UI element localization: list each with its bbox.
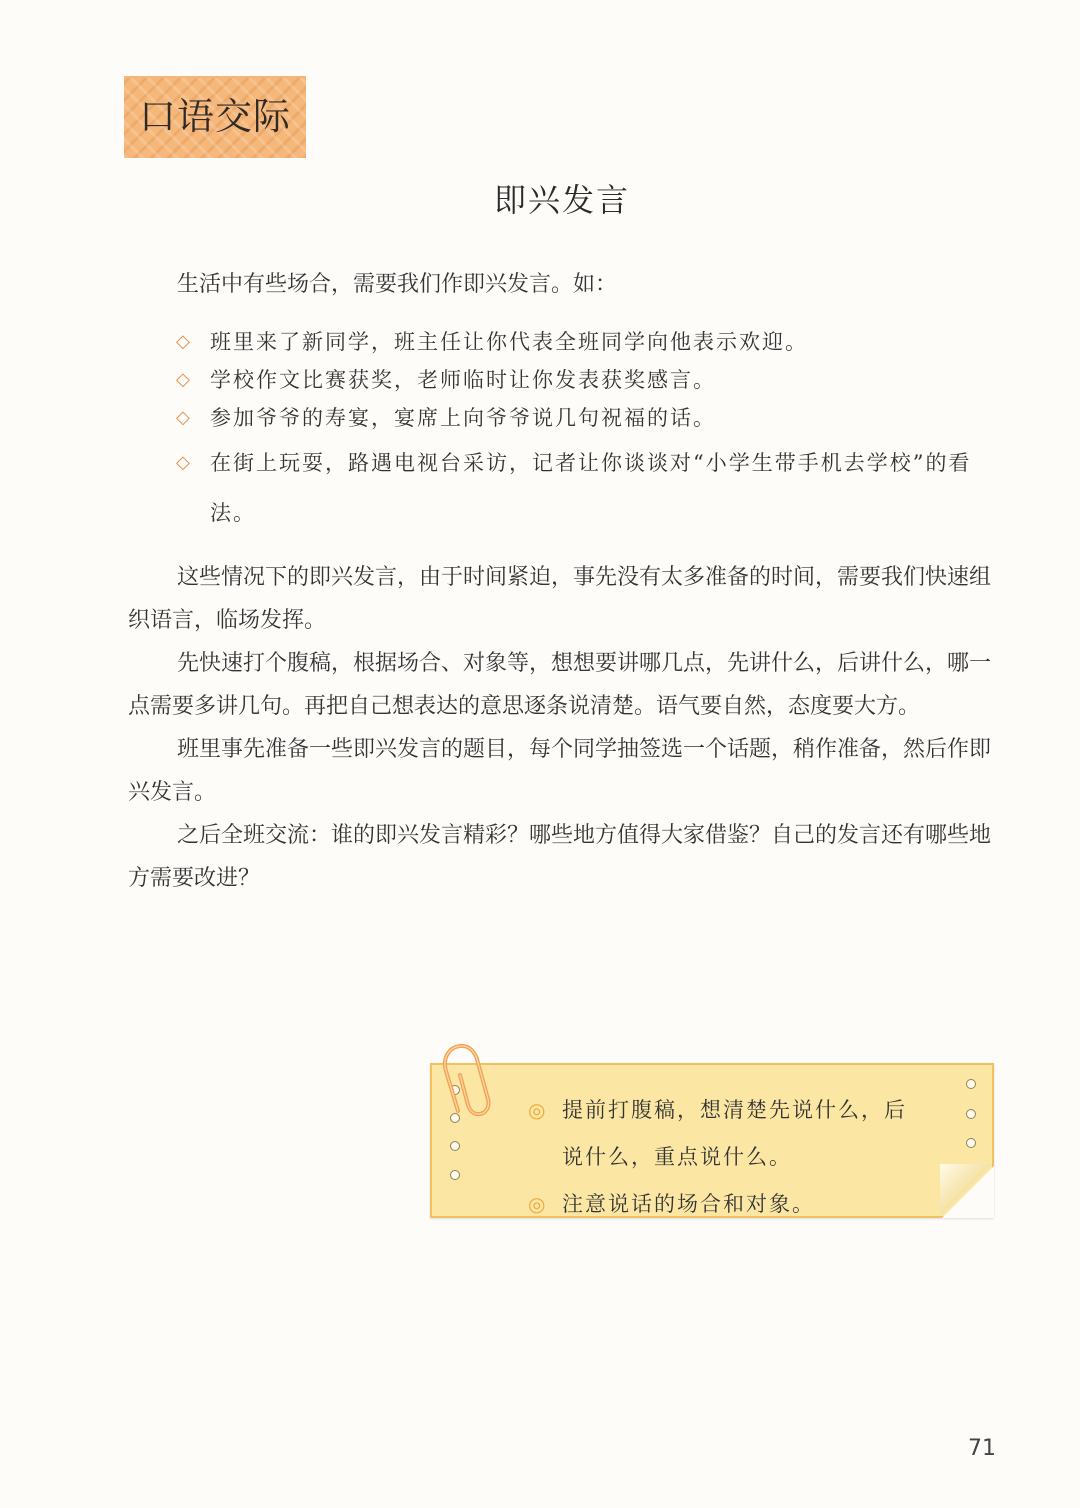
page-number: 71 — [968, 1436, 996, 1461]
diamond-bullet-icon: ◇ — [176, 369, 192, 390]
diamond-bullet-icon: ◇ — [176, 407, 192, 428]
intro-text: 生活中有些场合，需要我们作即兴发言。如： — [177, 272, 618, 297]
double-circle-bullet-icon: ◎ — [528, 1098, 548, 1122]
tip-item — [528, 1087, 928, 1181]
diamond-bullet-icon: ◇ — [176, 452, 192, 473]
list-item-text: 学校作文比赛获奖，老师临时让你发表获奖感言。 — [210, 368, 716, 392]
body-text — [128, 556, 996, 900]
situation-list — [176, 320, 996, 532]
diamond-bullet-icon: ◇ — [176, 331, 192, 352]
double-circle-bullet-icon: ◎ — [528, 1192, 548, 1216]
punch-hole-icon — [450, 1141, 460, 1151]
section-tag — [124, 76, 306, 158]
punch-hole-icon — [450, 1170, 460, 1180]
paragraph: 班里事先准备一些即兴发言的题目，每个同学抽签选一个话题，稍作准备，然后作即兴发言。 — [128, 737, 992, 805]
punch-hole-icon — [966, 1138, 976, 1148]
list-item — [176, 438, 996, 538]
page-title: 即兴发言 — [493, 181, 630, 219]
tip-text: 提前打腹稿，想清楚先说什么，后说什么，重点说什么。 — [562, 1098, 907, 1169]
paperclip-icon — [438, 1041, 498, 1121]
paragraph: 之后全班交流：谁的即兴发言精彩？哪些地方值得大家借鉴？自己的发言还有哪些地方需要改进？ — [128, 823, 992, 891]
tip-card — [430, 1063, 994, 1218]
tip-item — [528, 1181, 928, 1228]
punch-hole-icon — [966, 1109, 976, 1119]
section-tag-label: 口语交际 — [139, 95, 291, 138]
list-item-text: 在街上玩耍，路遇电视台采访，记者让你谈谈对“小学生带手机去学校”的看法。 — [210, 451, 972, 525]
paragraph: 先快速打个腹稿，根据场合、对象等，想想要讲哪几点，先讲什么，后讲什么，哪一点需要多讲几句。再把自己想表达的意思逐条说清楚。语气要自然，态度要大方。 — [128, 651, 992, 719]
punch-hole-icon — [966, 1079, 976, 1089]
list-item — [176, 396, 996, 440]
tip-text: 注意说话的场合和对象。 — [562, 1192, 815, 1216]
tip-list — [528, 1087, 928, 1228]
list-item-text: 参加爷爷的寿宴，宴席上向爷爷说几句祝福的话。 — [210, 406, 716, 430]
list-item-text: 班里来了新同学，班主任让你代表全班同学向他表示欢迎。 — [210, 330, 808, 354]
paragraph: 这些情况下的即兴发言，由于时间紧迫，事先没有太多准备的时间，需要我们快速组织语言，临场发挥。 — [128, 565, 992, 633]
